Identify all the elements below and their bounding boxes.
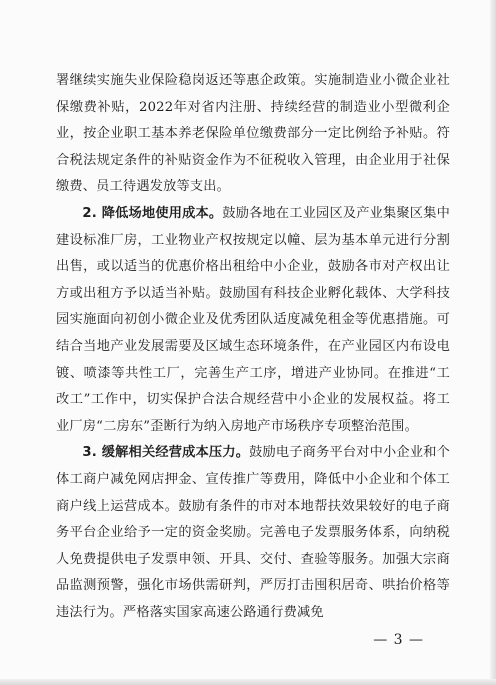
paragraph-2-heading: 2. 降低场地使用成本。 [82,205,223,221]
paragraph-3-text: 鼓励电子商务平台对中小企业和个体工商户减免网店押金、宣传推广等费用，降低中小企业和个体工商户线上运营成本。鼓励有条件的市对本地帮扶效果较好的电子商务平台企业给予一定的资金奖励。完善电子发票服务体系，向纳税人免费提供电子发票申领、开具、交付、查验等服务。加强大宗商品监测预警，强化市场供需研判，严厉打击囤积居奇、哄抬价格等违法行为。严格落实国家高速公路通行费减免 [56,445,451,620]
paragraph-2 [56,201,450,440]
page-edge-shadow-right [490,0,496,685]
document-body [56,68,450,626]
page-edge-shadow-bottom [0,679,496,685]
paragraph-3-heading: 3. 缓解相关经营成本压力。 [82,445,250,461]
paragraph-1-text: 署继续实施失业保险稳岗返还等惠企政策。实施制造业小微企业社保缴费补贴，2022年对省内注册、持续经营的制造业小型微利企业，按企业职工基本养老保险单位缴费部分一定比例给予补贴。符合税法规定条件的补贴资金作为不征税收入管理，由企业用于社保缴费、员工待遇发放等支出。 [56,73,450,195]
paragraph-2-text: 鼓励各地在工业园区及产业集聚区集中建设标准厂房，工业物业产权按规定以幢、层为基本单元进行分割出售，或以适当的优惠价格出租给中小企业，鼓励各市对产权出让方或出租方予以适当补贴。鼓励国有科技企业孵化载体、大学科技园实施面向初创小微企业及优秀团队适度减免租金等优惠措施。可结合当地产业发展需要及区域生态环境条件，在产业园区内布设电镀、喷漆等共性工厂，完善生产工序，增进产业协同。在推进“工改工”工作中，切实保护合法合规经营中小企业的发展权益。将工业厂房“二房东”歪断行为纳入房地产市场秩序专项整治范围。 [56,205,450,434]
page-number: — 3 — [373,632,424,648]
paragraph-1 [56,68,450,201]
paragraph-3 [56,440,450,626]
